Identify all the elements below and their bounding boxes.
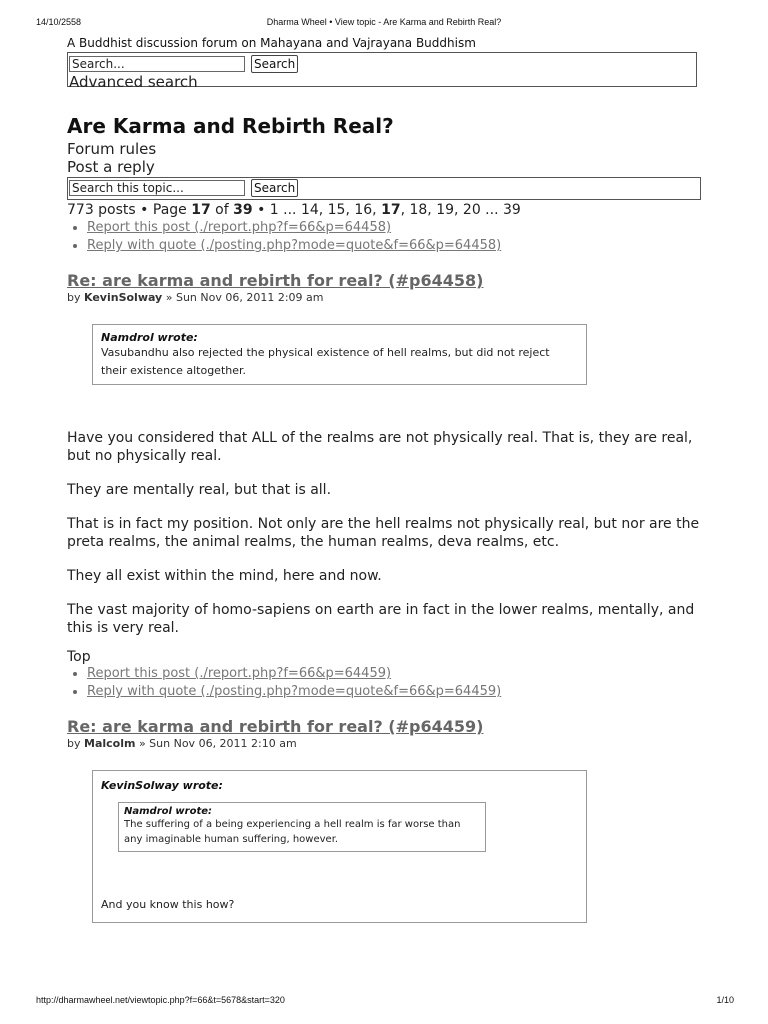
quote-box <box>92 324 587 385</box>
post-date: » Sun Nov 06, 2011 2:09 am <box>165 291 324 304</box>
report-post-link[interactable]: Report this post (./report.php?f=66&p=64458) <box>87 220 392 235</box>
site-search-button[interactable]: Search <box>251 55 298 73</box>
post-paragraph: They are mentally real, but that is all. <box>67 482 332 498</box>
site-tagline: A Buddhist discussion forum on Mahayana and Vajrayana Buddhism <box>67 36 476 50</box>
post-title[interactable]: Re: are karma and rebirth for real? (#p64458) <box>67 271 484 290</box>
quote-cite: Namdrol wrote: <box>101 331 198 344</box>
reply-quote-link[interactable]: Reply with quote (./posting.php?mode=quote&f=66&p=64459) <box>87 684 502 699</box>
quote-cite: KevinSolway wrote: <box>101 779 223 792</box>
topic-title: Are Karma and Rebirth Real? <box>67 114 394 138</box>
quote-box <box>92 770 587 923</box>
quote-text: Vasubandhu also rejected the physical existence of hell realms, but did not reject their existence altogether. <box>101 346 550 377</box>
post-title[interactable]: Re: are karma and rebirth for real? (#p64459) <box>67 717 484 736</box>
post-paragraph: That is in fact my position. Not only are the hell realms not physically real, but nor are the preta realms, the animal realms, the human realms, deva realms, etc. <box>67 516 700 550</box>
nested-quote-cite: Namdrol wrote: <box>124 806 213 817</box>
report-post-link[interactable]: Report this post (./report.php?f=66&p=64459) <box>87 666 392 681</box>
post-meta <box>67 737 707 751</box>
topic-search-button[interactable]: Search <box>251 179 298 197</box>
post-reply-link[interactable]: Post a reply <box>67 158 155 176</box>
nested-quote-box <box>118 802 486 852</box>
pagination-sep: • <box>140 202 149 218</box>
total-pages: 39 <box>233 202 253 218</box>
page-links-before[interactable]: 1 ... 14, 15, 16, <box>269 202 377 218</box>
list-item <box>87 237 707 255</box>
post-author[interactable]: KevinSolway <box>84 291 163 304</box>
top-link[interactable]: Top <box>67 649 91 665</box>
post-author[interactable]: Malcolm <box>84 737 136 750</box>
page-label: Page <box>152 202 187 218</box>
site-search-box <box>67 52 697 91</box>
reply-text: And you know this how? <box>101 898 235 911</box>
site-search-input[interactable] <box>69 56 245 72</box>
print-date: 14/10/2558 <box>36 17 82 27</box>
post-by: by <box>67 291 81 304</box>
forum-rules-link[interactable]: Forum rules <box>67 140 157 158</box>
pagination-sep-2: • <box>257 202 266 218</box>
nested-quote-text: The suffering of a being experiencing a hell realm is far worse than any imaginable human suffering, however. <box>124 819 461 845</box>
print-page-number: 1/10 <box>716 995 734 1005</box>
print-title: Dharma Wheel • View topic - Are Karma and Rebirth Real? <box>266 17 502 27</box>
advanced-search-link[interactable]: Advanced search <box>69 73 198 91</box>
post-paragraph: The vast majority of homo-sapiens on earth are in fact in the lower realms, mentally, and this is very real. <box>67 602 695 636</box>
post-paragraph: They all exist within the mind, here and now. <box>67 568 382 584</box>
current-page-link: 17 <box>381 202 401 218</box>
post-by: by <box>67 737 81 750</box>
list-item <box>87 683 707 701</box>
list-item <box>87 219 707 237</box>
page-of: of <box>215 202 229 218</box>
print-url: http://dharmawheel.net/viewtopic.php?f=66&t=5678&start=320 <box>36 995 285 1005</box>
post-paragraph: Have you considered that ALL of the realms are not physically real. That is, they are real, but no physically real. <box>67 430 693 464</box>
list-item <box>87 665 707 683</box>
post-date: » Sun Nov 06, 2011 2:10 am <box>138 737 297 750</box>
post-actions-1 <box>67 219 707 255</box>
post-meta <box>67 291 707 305</box>
post-actions-2 <box>67 665 707 701</box>
pagination: 773 posts • Page 17 of 39 • 1 ... 14, 15, 16, 17, 18, 19, 20 ... 39 <box>67 202 521 218</box>
topic-search-input[interactable] <box>69 180 245 196</box>
current-page: 17 <box>191 202 211 218</box>
post-count: 773 posts <box>67 202 136 218</box>
page-content <box>67 36 707 923</box>
reply-quote-link[interactable]: Reply with quote (./posting.php?mode=quote&f=66&p=64458) <box>87 238 502 253</box>
topic-search-box <box>67 177 701 200</box>
page-links-after[interactable]: 18, 19, 20 ... 39 <box>409 202 521 218</box>
